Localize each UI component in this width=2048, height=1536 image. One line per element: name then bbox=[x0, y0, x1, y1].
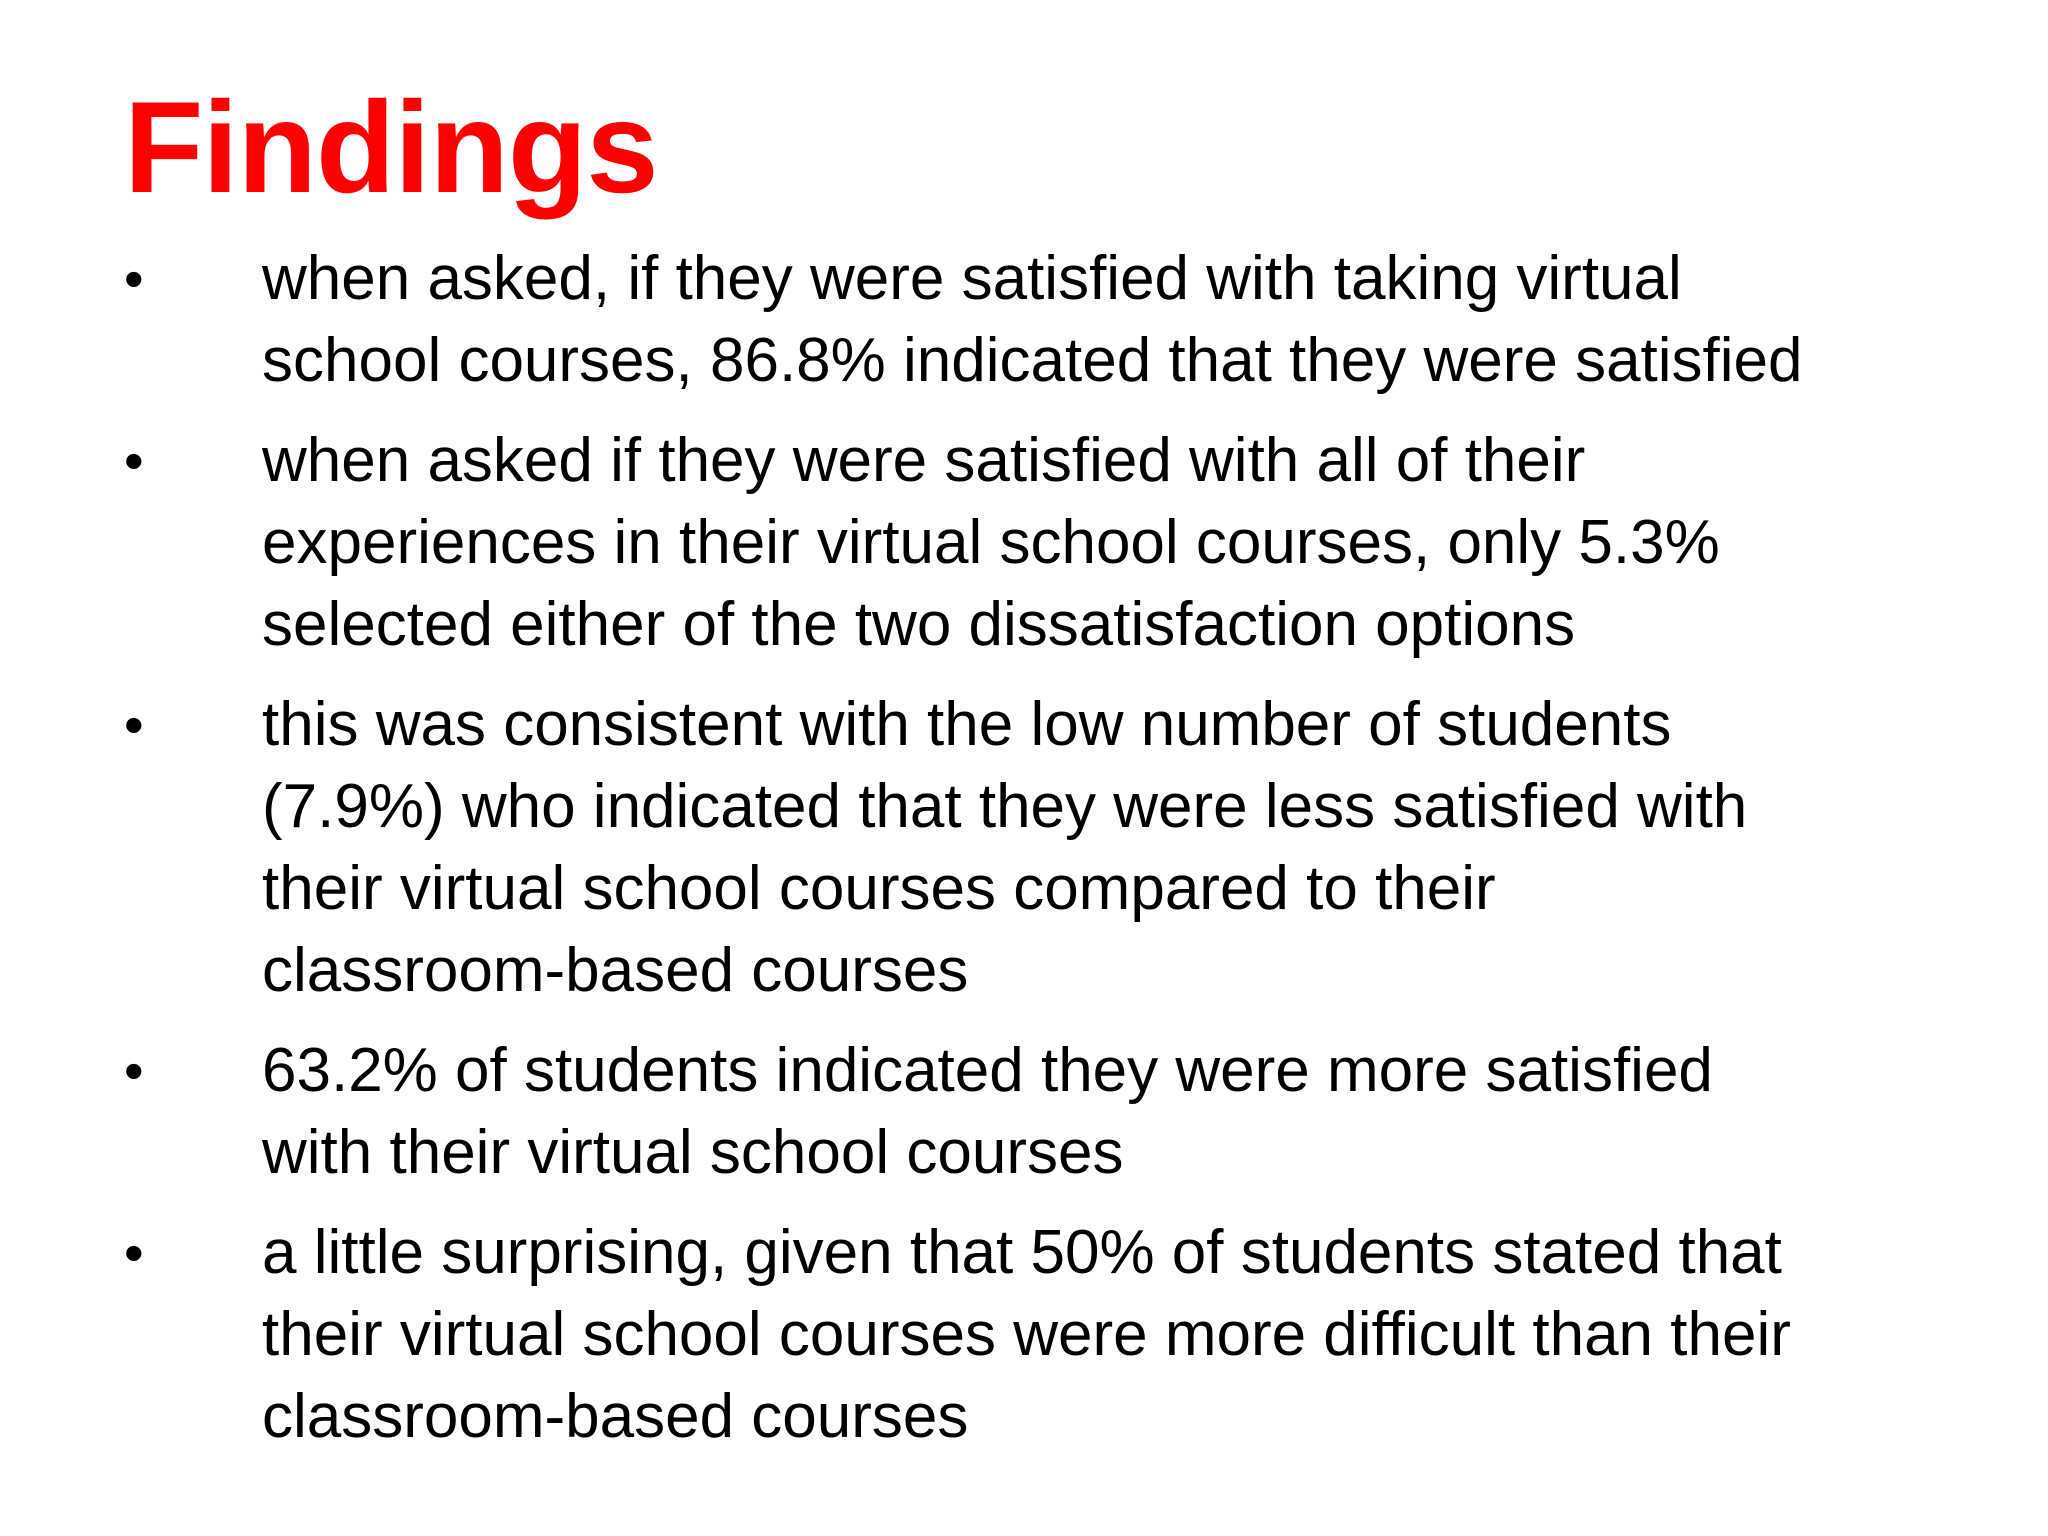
bullet-text: when asked if they were satisfied with all of their experiences in their virtual school courses, only 5.3% selected either of the two dissatisfaction options bbox=[262, 426, 1720, 659]
bullet-text: this was consistent with the low number of students (7.9%) who indicated that they were less satisfied with their virtual school courses compared to their classroom-based courses bbox=[262, 690, 1748, 1005]
bullet-icon: • bbox=[124, 247, 144, 310]
bullet-text: 63.2% of students indicated they were more satisfied with their virtual school courses bbox=[262, 1036, 1713, 1187]
bullet-item bbox=[124, 1030, 2024, 1194]
bullet-icon: • bbox=[124, 1039, 144, 1102]
bullet-icon: • bbox=[124, 429, 144, 492]
bullet-item bbox=[124, 420, 2024, 666]
bullet-text: when asked, if they were satisfied with taking virtual school courses, 86.8% indicated that they were satisfied bbox=[262, 244, 1803, 395]
bullet-item bbox=[124, 238, 2024, 402]
bullet-list bbox=[124, 238, 2024, 1476]
bullet-icon: • bbox=[124, 1221, 144, 1284]
bullet-icon: • bbox=[124, 693, 144, 756]
slide-title: Findings bbox=[124, 74, 658, 220]
bullet-item bbox=[124, 684, 2024, 1012]
bullet-item bbox=[124, 1212, 2024, 1458]
bullet-text: a little surprising, given that 50% of students stated that their virtual school courses were more difficult than their classroom-based courses bbox=[262, 1218, 1791, 1451]
